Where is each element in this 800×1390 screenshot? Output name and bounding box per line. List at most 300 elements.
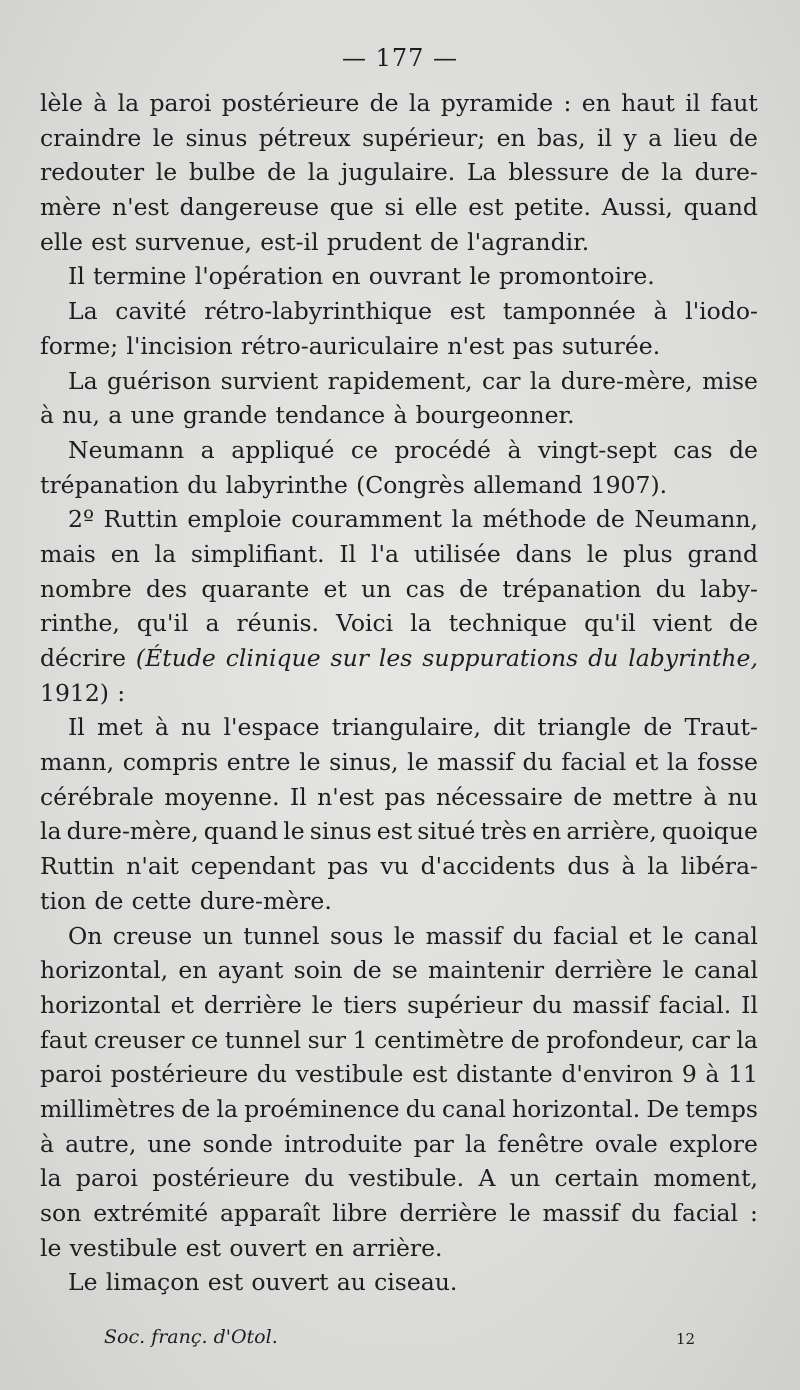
word: car (691, 1025, 730, 1054)
word: un (202, 921, 233, 950)
word: à (93, 89, 108, 117)
word: la (40, 1164, 62, 1193)
word: Neumann (68, 435, 185, 464)
text-line (40, 121, 758, 156)
word: On (68, 921, 103, 950)
word: un (509, 1164, 541, 1193)
word: guérison (107, 366, 212, 395)
word: du (532, 990, 563, 1019)
word: mise (702, 366, 758, 395)
word: allemand (473, 470, 583, 499)
word: appliqué (231, 435, 335, 464)
word: canal (694, 921, 758, 950)
word: du (187, 470, 218, 499)
word: le (299, 748, 321, 777)
word: plus (622, 539, 673, 568)
word: l'incision (126, 331, 233, 360)
word: le (407, 748, 429, 777)
text-line (40, 1231, 758, 1266)
word: à (154, 713, 169, 742)
word: la (647, 852, 669, 881)
word: ce (350, 435, 378, 464)
word: derrière (203, 990, 302, 1019)
word: est (185, 1233, 222, 1262)
word: 2º (68, 505, 95, 534)
text-line (40, 641, 758, 676)
word: pas (512, 331, 554, 360)
word: pas (327, 852, 369, 881)
word: le (509, 1199, 531, 1227)
word: à (40, 1129, 55, 1158)
word: procédé (394, 435, 491, 464)
word: nécessaire (436, 782, 563, 811)
text-line (40, 780, 758, 815)
word: est (91, 227, 127, 256)
word: dure-mère, (66, 817, 199, 846)
word: De (646, 1094, 680, 1123)
word: moment, (653, 1164, 758, 1193)
word: quand (683, 193, 758, 222)
text-line (40, 884, 758, 919)
word: il (597, 123, 613, 152)
text-line (40, 329, 758, 364)
word: Voici (336, 609, 394, 638)
word: soin (293, 956, 343, 985)
word: mais (40, 539, 96, 568)
word: La (68, 366, 98, 395)
word: vestibule (295, 1060, 404, 1089)
word: dus (567, 852, 610, 881)
word: 11 (728, 1060, 758, 1089)
word: entre (226, 748, 291, 777)
word: dure-mère. (199, 886, 332, 915)
word: : (117, 678, 126, 707)
word: massif (425, 921, 503, 950)
word: est (207, 1268, 244, 1297)
word: suturée. (561, 331, 661, 360)
word: cérébrale (40, 782, 154, 811)
word: supérieur; (362, 123, 486, 152)
text-line (40, 1127, 758, 1162)
text-line (40, 364, 758, 399)
word: Il (339, 539, 357, 568)
word: du (512, 921, 543, 950)
word: La (68, 297, 98, 326)
word: tamponnée (502, 297, 636, 326)
word: et (170, 990, 194, 1019)
word: de (643, 713, 673, 742)
text-line (40, 676, 758, 711)
word: Ruttin (40, 852, 115, 881)
word: mettre (612, 782, 693, 811)
word: triangulaire, (331, 713, 481, 742)
word: mann, (40, 748, 115, 777)
word: Il (289, 782, 307, 811)
word: ayant (217, 956, 284, 985)
word: vient (652, 609, 713, 638)
word: rétro-labyrinthique (204, 297, 433, 326)
word: tunnel (243, 921, 320, 950)
word: de (459, 574, 489, 603)
word: cas (673, 435, 713, 464)
word: centimètre (374, 1025, 505, 1054)
word: 9 (681, 1060, 697, 1089)
word: grand (687, 539, 758, 568)
word: horizontal, (40, 956, 169, 985)
word: nu, (62, 401, 100, 430)
word: Neumann, (634, 505, 758, 534)
text-line (40, 1265, 758, 1300)
word: en (532, 817, 562, 846)
word: la (666, 748, 689, 777)
word: mère (40, 193, 102, 222)
text-line (40, 953, 758, 988)
word: à (703, 782, 718, 811)
word: la (736, 1025, 758, 1054)
word: massif (542, 1199, 620, 1227)
text-line (40, 86, 758, 121)
word: clinique (225, 644, 321, 672)
word: laby- (700, 574, 758, 603)
word: dit (493, 713, 526, 742)
word: facial (561, 748, 627, 777)
word: dans (515, 539, 572, 568)
word: car (482, 366, 521, 395)
word: de (181, 1094, 211, 1123)
word: massif (572, 990, 649, 1019)
word: situé (417, 817, 476, 846)
word: utilisée (413, 539, 501, 568)
word: Il (68, 262, 85, 291)
text-line (40, 1196, 758, 1231)
body-text (40, 86, 758, 1300)
word: la (529, 366, 552, 395)
word: y (623, 123, 637, 152)
word: Aussi, (601, 193, 673, 222)
word: ciseau. (374, 1268, 458, 1297)
word: n'est (112, 193, 170, 222)
word: 1912) (40, 678, 109, 707)
word: cette (131, 886, 192, 915)
text-line (40, 225, 758, 260)
word: à (393, 401, 408, 430)
word: paroi (75, 1164, 138, 1193)
word: facial. (658, 990, 732, 1019)
word: ouvert (229, 1233, 307, 1262)
word: fenêtre (497, 1129, 584, 1158)
word: massif (437, 748, 514, 777)
word: forme; (40, 331, 119, 360)
word: que (329, 193, 374, 222)
word: en (178, 956, 208, 985)
word: cas (405, 574, 445, 603)
text-line (40, 468, 758, 503)
word: pyramide (440, 89, 554, 117)
word: creuse (112, 921, 193, 950)
word: canal (694, 956, 758, 985)
word: un (361, 574, 392, 603)
word: labyrinthe (225, 470, 348, 499)
word: l'iodo- (685, 297, 758, 326)
word: de (620, 158, 650, 187)
word: de (510, 1025, 540, 1054)
word: cavité (115, 297, 187, 326)
word: bulbe (188, 158, 256, 187)
word: en (496, 123, 526, 152)
word: du (588, 644, 619, 672)
text-line (40, 294, 758, 329)
word: lèle (40, 89, 83, 117)
word: cependant (190, 852, 316, 881)
word: canal (442, 1094, 506, 1123)
word: les (378, 644, 413, 672)
word: (Étude (135, 644, 216, 672)
word: blessure (508, 158, 610, 187)
word: sinus (185, 123, 248, 152)
word: suppurations (422, 644, 579, 672)
word: a (108, 401, 123, 430)
word: nu (181, 713, 212, 742)
word: proéminence (244, 1094, 400, 1123)
word: et (628, 921, 652, 950)
word: de (573, 782, 603, 811)
word: libre (332, 1199, 388, 1227)
word: de (729, 609, 758, 638)
word: facial (673, 1199, 739, 1227)
word: postérieure (221, 89, 360, 117)
word: paroi (149, 89, 212, 117)
word: en (581, 89, 611, 117)
word: derrière (399, 1199, 498, 1227)
word: et (634, 748, 659, 777)
word: est-il (260, 227, 319, 256)
word: le (662, 956, 684, 985)
word: tion (40, 886, 87, 915)
word: maintenir (427, 956, 545, 985)
word: 1907). (590, 470, 668, 499)
word: et (323, 574, 347, 603)
word: rétro-auriculaire (240, 331, 440, 360)
text-line (40, 745, 758, 780)
signature-mark: 12 (676, 1330, 696, 1348)
word: extrémité (93, 1199, 209, 1227)
word: craindre (40, 123, 142, 152)
word: d'environ (561, 1060, 674, 1089)
word: grande (182, 401, 268, 430)
word: redouter (40, 158, 145, 187)
word: prudent (326, 227, 422, 256)
text-line (40, 398, 758, 433)
text-line (40, 537, 758, 572)
word: du (405, 1094, 436, 1123)
word: elle (40, 227, 83, 256)
word: supérieur (407, 990, 523, 1019)
word: la (216, 1094, 238, 1123)
word: Il (68, 713, 85, 742)
word: couramment (291, 505, 442, 534)
word: en (331, 262, 361, 291)
word: ouvrant (368, 262, 462, 291)
word: vu (380, 852, 409, 881)
word: vingt-sept (537, 435, 657, 464)
word: paroi (40, 1060, 102, 1089)
word: en (314, 1233, 344, 1262)
word: : (563, 89, 572, 117)
word: profondeur, (546, 1025, 685, 1054)
word: a (648, 123, 663, 152)
word: d'accidents (420, 852, 556, 881)
word: labyrinthe, (628, 644, 758, 672)
word: le (283, 817, 305, 846)
word: a (205, 609, 220, 638)
word: 1 (352, 1025, 368, 1054)
word: promontoire. (499, 262, 655, 291)
word: met (97, 713, 143, 742)
word: la (40, 817, 62, 846)
word: la (465, 1129, 487, 1158)
word: sur (307, 1025, 347, 1054)
word: quand (203, 817, 279, 846)
word: postérieure (110, 1060, 249, 1089)
word: qu'il (136, 609, 189, 638)
word: pas (384, 782, 426, 811)
word: le (311, 990, 334, 1019)
text-line (40, 1092, 758, 1127)
word: petite. (514, 193, 592, 222)
word: de (352, 956, 382, 985)
word: apparaît (220, 1199, 321, 1227)
text-line (40, 155, 758, 190)
word: moyenne. (164, 782, 280, 811)
text-line (40, 849, 758, 884)
word: postérieure (152, 1164, 290, 1193)
text-line (40, 710, 758, 745)
word: très (480, 817, 528, 846)
word: en (110, 539, 140, 568)
word: sonde (202, 1129, 273, 1158)
word: sous (329, 921, 384, 950)
word: une (130, 401, 175, 430)
word: la (451, 505, 473, 534)
word: sinus (309, 817, 372, 846)
text-line (40, 919, 758, 954)
word: dure-mère, (560, 366, 693, 395)
word: lieu (673, 123, 718, 152)
word: ce (191, 1025, 219, 1054)
word: de (94, 886, 124, 915)
word: n'est (317, 782, 375, 811)
word: sinus, (329, 748, 399, 777)
word: de (595, 505, 625, 534)
word: à (705, 1060, 720, 1089)
text-line (40, 1057, 758, 1092)
word: le (662, 921, 684, 950)
word: une (147, 1129, 192, 1158)
word: distante (456, 1060, 553, 1089)
word: de (729, 435, 758, 464)
word: le (469, 262, 491, 291)
word: du (304, 1164, 335, 1193)
word: est (412, 1060, 448, 1089)
word: se (391, 956, 418, 985)
word: quarante (201, 574, 310, 603)
word: à (507, 435, 522, 464)
word: Le (68, 1268, 98, 1297)
word: l'opération (194, 262, 324, 291)
word: à (40, 401, 55, 430)
word: la (408, 89, 431, 117)
word: le (393, 921, 416, 950)
word: n'est (447, 331, 505, 360)
word: bourgeonner. (415, 401, 575, 430)
word: introduite (284, 1129, 403, 1158)
word: millimètres (40, 1094, 176, 1123)
word: qu'il (584, 609, 636, 638)
word: survenue, (134, 227, 252, 256)
word: bas, (537, 123, 586, 152)
word: quoique (661, 817, 758, 846)
word: dure- (694, 158, 758, 187)
word: par (413, 1129, 454, 1158)
word: décrire (40, 644, 127, 672)
word: a (200, 435, 215, 464)
word: horizontal. (512, 1094, 641, 1123)
word: sur (330, 644, 369, 672)
word: dangereuse (179, 193, 320, 222)
word: tunnel (224, 1025, 302, 1054)
word: fosse (697, 748, 758, 777)
word: son (40, 1199, 82, 1227)
text-line (40, 814, 758, 849)
word: du (631, 1199, 662, 1227)
word: limaçon (105, 1268, 200, 1297)
word: il (685, 89, 701, 117)
word: : (749, 1199, 758, 1227)
word: est (468, 193, 504, 222)
word: libéra- (680, 852, 758, 881)
word: (Congrès (356, 470, 465, 499)
word: à (653, 297, 668, 326)
word: faut (710, 89, 758, 117)
word: jugulaire. (341, 158, 456, 187)
word: trépanation (502, 574, 642, 603)
page-number: — 177 — (341, 44, 459, 72)
word: du (256, 1060, 287, 1089)
word: le (40, 1233, 62, 1262)
word: certain (554, 1164, 639, 1193)
word: des (146, 574, 188, 603)
word: est (376, 817, 413, 846)
word: si (384, 193, 405, 222)
word: triangle (537, 713, 632, 742)
word: haut (621, 89, 675, 117)
word: l'espace (223, 713, 320, 742)
text-line (40, 606, 758, 641)
word: faut (40, 1025, 88, 1054)
word: emploie (187, 505, 282, 534)
word: explore (668, 1129, 758, 1158)
word: rinthe, (40, 609, 120, 638)
word: creuser (93, 1025, 185, 1054)
word: de (728, 123, 758, 152)
word: derrière (554, 956, 653, 985)
word: vestibule. (348, 1164, 465, 1193)
text-line (40, 988, 758, 1023)
word: du (522, 748, 553, 777)
word: technique (448, 609, 568, 638)
word: la (307, 158, 330, 187)
word: réunis. (236, 609, 319, 638)
